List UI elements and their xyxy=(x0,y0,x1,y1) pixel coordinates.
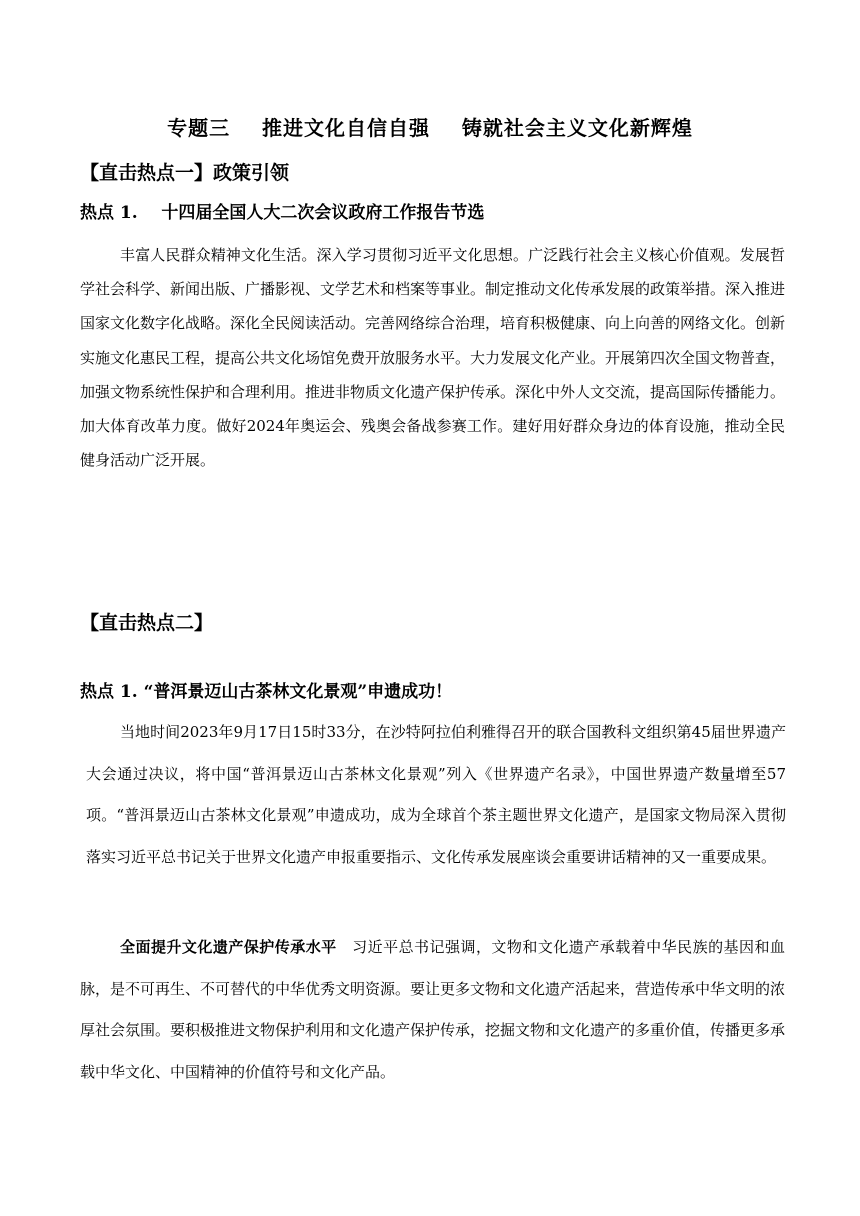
section2-heading: 【直击热点二】 xyxy=(80,612,214,634)
section2-lead-paragraph xyxy=(80,927,785,1093)
lead-spacer xyxy=(337,938,352,956)
lead-body: 习近平总书记强调，文物和文化遗产承载着中华民族的基因和血脉，是不可再生、不可替代的中华优秀文明资源。要让更多文物和文化遗产活起来，营造传承中华文明的浓厚社会氛围。要积极推进文物保护利用和文化遗产保护传承，挖掘文物和文化遗产的多重价值，传播更多承载中华文化、中国精神的价值符号和文化产品。 xyxy=(80,938,786,1081)
page-title: 专题三 推进文化自信自强 铸就社会主义文化新辉煌 xyxy=(167,116,693,140)
lead-label: 全面提升文化遗产保护传承水平 xyxy=(120,938,337,956)
section1-point-heading: 热点 1. 十四届全国人大二次会议政府工作报告节选 xyxy=(80,203,485,223)
section2-point-heading: 热点 1. “普洱景迈山古茶林文化景观”申遗成功！ xyxy=(80,682,453,702)
section2-body: 当地时间2023年9月17日15时33分，在沙特阿拉伯利雅得召开的联合国教科文组织第45届世界遗产大会通过决议，将中国“普洱景迈山古茶林文化景观”列入《世界遗产名录》，中国世界遗产数量增至57项。“普洱景迈山古茶林文化景观”申遗成功，成为全球首个茶主题世界文化遗产，是国家文物局深入贯彻落实习近平总书记关于世界文化遗产申报重要指示、文化传承发展座谈会重要讲话精神的又一重要成果。 xyxy=(86,723,786,866)
section1-heading: 【直击热点一】政策引领 xyxy=(80,162,290,184)
section1-body: 丰富人民群众精神文化生活。深入学习贯彻习近平文化思想。广泛践行社会主义核心价值观。发展哲学社会科学、新闻出版、广播影视、文学艺术和档案等事业。制定推动文化传承发展的政策举措。深入推进国家文化数字化战略。深化全民阅读活动。完善网络综合治理，培育积极健康、向上向善的网络文化。创新实施文化惠民工程，提高公共文化场馆免费开放服务水平。大力发展文化产业。开展第四次全国文物普查，加强文物系统性保护和合理利用。推进非物质文化遗产保护传承。深化中外人文交流，提高国际传播能力。加大体育改革力度。做好2024年奥运会、残奥会备战参赛工作。建好用好群众身边的体育设施，推动全民健身活动广泛开展。 xyxy=(80,246,786,470)
